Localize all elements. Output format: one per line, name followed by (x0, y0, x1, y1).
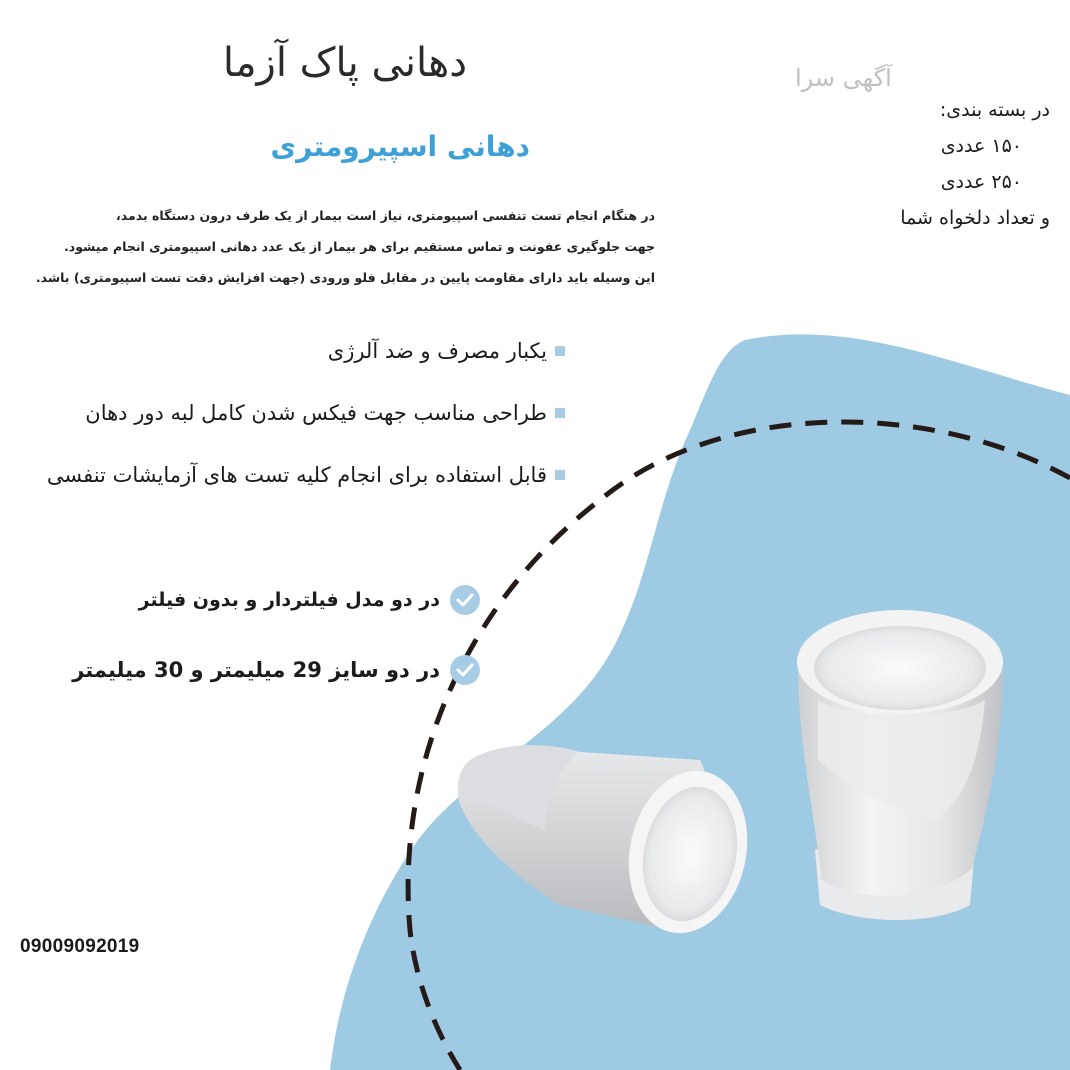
packaging-heading: در بسته بندی: (939, 99, 1050, 121)
feature-text: یکبار مصرف و ضد آلرژی (327, 339, 547, 363)
mouthpiece-standing-image (797, 610, 1003, 920)
packaging-option: و تعداد دلخواه شما (900, 207, 1050, 229)
packaging-info (800, 92, 1050, 236)
feature-item (10, 320, 565, 382)
feature-text: طراحی مناسب جهت فیکس شدن کامل لبه دور دهان (85, 401, 547, 425)
description-line: جهت جلوگیری عفونت و تماس مستقیم برای هر بیمار از یک عدد دهانی اسپیومتری انجام میشود. (64, 239, 655, 254)
page-title: دهانی پاک آزما (222, 40, 468, 86)
model-item (15, 635, 480, 705)
description-line: این وسیله باید دارای مقاومت پایین در مقابل فلو ورودی (جهت افزایش دقت تست اسپیومتری) باشد. (35, 270, 655, 285)
model-list (15, 565, 480, 705)
model-text: در دو سایز 29 میلیمتر و 30 میلیمتر (72, 658, 440, 682)
feature-item (10, 382, 565, 444)
check-circle-icon (450, 585, 480, 615)
watermark: آگهی سرا (795, 64, 892, 92)
product-subtitle: دهانی اسپیرومتری (270, 130, 530, 163)
packaging-option: ۲۵۰ عددی (940, 171, 1022, 193)
square-bullet-icon (555, 408, 565, 418)
square-bullet-icon (555, 346, 565, 356)
feature-text: قابل استفاده برای انجام کلیه تست های آزمایشات تنفسی (46, 463, 547, 487)
square-bullet-icon (555, 470, 565, 480)
contact-phone: 09009092019 (20, 936, 140, 957)
description-line: در هنگام انجام تست تنفسی اسپیومتری، نیاز است بیمار از یک طرف درون دستگاه بدمد، (116, 208, 655, 223)
packaging-option: ۱۵۰ عددی (940, 135, 1022, 157)
product-description (35, 200, 655, 293)
feature-item (10, 444, 565, 506)
model-text: در دو مدل فیلتردار و بدون فیلتر (138, 589, 440, 611)
check-circle-icon (450, 655, 480, 685)
model-item (15, 565, 480, 635)
feature-list (10, 320, 565, 506)
